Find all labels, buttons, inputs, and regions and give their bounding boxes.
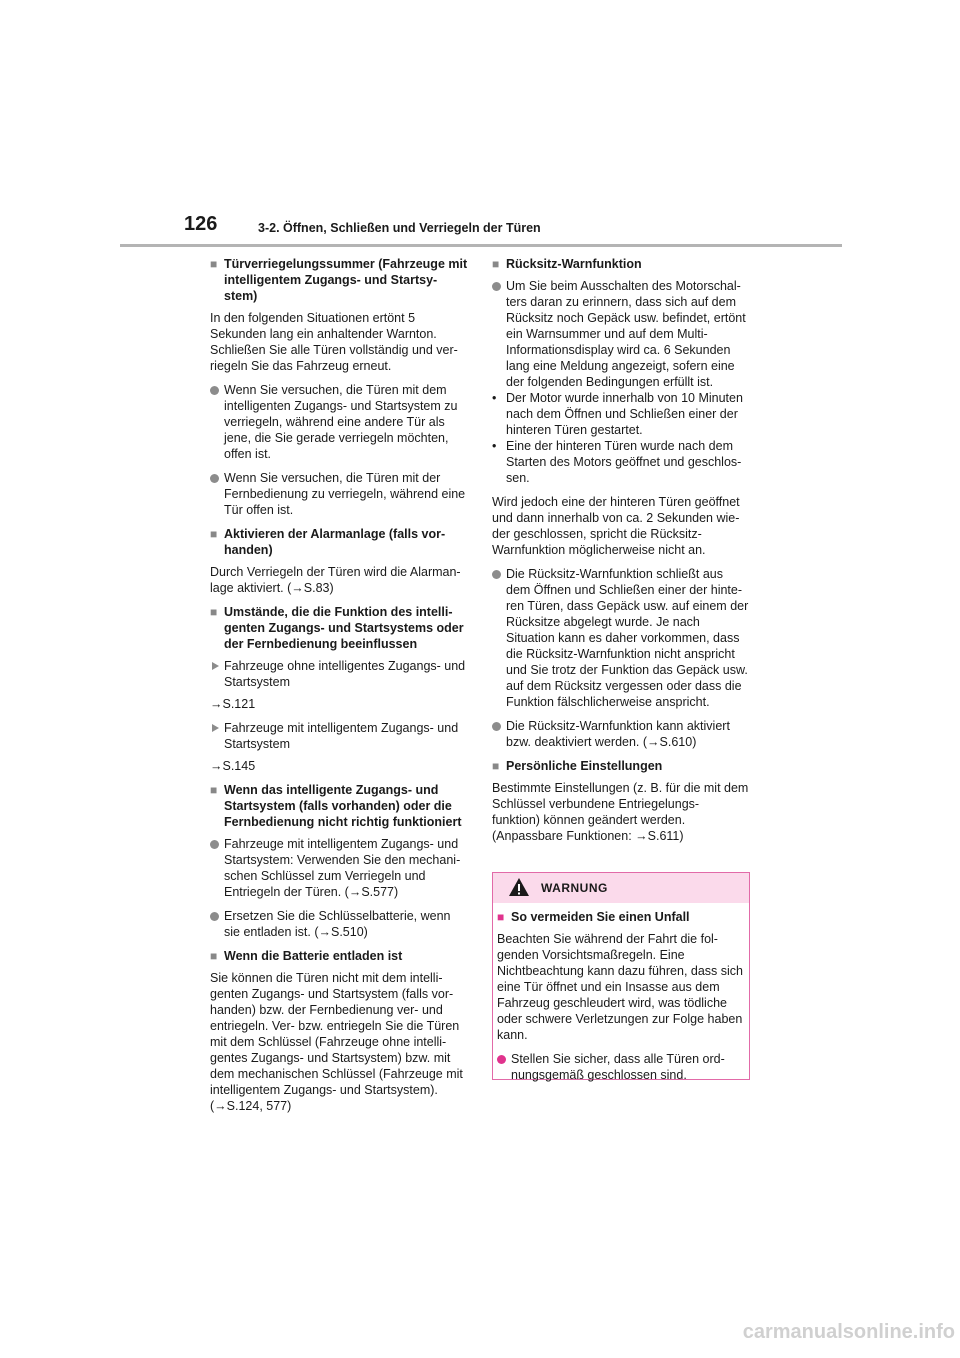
section-heading: ■ Aktivieren der Alarmanlage (falls vor- handen) xyxy=(210,527,446,557)
paragraph: Beachten Sie während der Fahrt die fol- genden Vorsichtsmaßregeln. Eine Nichtbeachtung kann dazu führen, dass sich eine Tür öffnet und ein Insasse aus dem Fahrzeug geschleudert wird, was tödliche oder schwere Verletzungen zur Folge haben kann. xyxy=(497,932,743,1042)
section-heading: ■ Wenn das intelligente Zugangs- und Startsystem (falls vorhanden) oder die Fernbedienung nicht richtig funktioniert xyxy=(210,783,462,829)
bullet-item: Fahrzeuge mit intelligentem Zugangs- und Startsystem: Verwenden Sie den mechani- schen Schlüssel zum Verriegeln und Entriegeln der Türen. (→S.577) xyxy=(210,836,468,900)
warning-header xyxy=(493,873,749,903)
paragraph: Durch Verriegeln der Türen wird die Alarman- lage aktiviert. (→S.83) xyxy=(210,565,461,595)
warning-body xyxy=(493,903,749,1083)
section-heading: ■ Wenn die Batterie entladen ist xyxy=(210,949,403,963)
warning-triangle-icon xyxy=(508,877,530,897)
bullet-item: Die Rücksitz-Warnfunktion kann aktiviert bzw. deaktiviert werden. (→S.610) xyxy=(492,718,750,750)
circle-bullet-icon xyxy=(210,836,224,900)
bullet-item: Stellen Sie sicher, dass alle Türen ord- nungsgemäß geschlossen sind. xyxy=(497,1051,745,1083)
section-heading: ■ So vermeiden Sie einen Unfall xyxy=(497,910,690,924)
right-column xyxy=(492,256,750,852)
paragraph: In den folgenden Situationen ertönt 5 Sekunden lang ein anhaltender Warnton. Schließen Sie alle Türen vollständig und ver- riegeln Sie das Fahrzeug erneut. xyxy=(210,311,458,373)
section-heading: ■ Türverriegelungssummer (Fahrzeuge mit intelligentem Zugangs- und Startsy- stem) xyxy=(210,257,468,303)
square-bullet-icon: ■ xyxy=(210,783,218,797)
page-reference: →S.145 xyxy=(210,759,256,773)
page-header xyxy=(0,210,960,250)
bullet-item: Um Sie beim Ausschalten des Motorschal- ters daran zu erinnern, dass sich auf dem Rücksitz noch Gepäck usw. befindet, ertönt ein Warnsummer und auf dem Multi- Informationsdisplay wird ca. 6 Sekunden lang eine Meldung angezeigt, sofern eine der folgenden Bedingungen erfüllt ist. xyxy=(492,278,750,390)
warning-title: WARNUNG xyxy=(541,881,608,895)
dot-bullet-icon: • xyxy=(492,439,497,453)
square-bullet-icon: ■ xyxy=(210,257,218,271)
bullet-item: Wenn Sie versuchen, die Türen mit der Fernbedienung zu verriegeln, während eine Tür offen ist. xyxy=(210,470,468,518)
paragraph: Bestimmte Einstellungen (z. B. für die mit dem Schlüssel verbundene Entriegelungs- funktion) können geändert werden. (Anpassbare Funktionen: →S.611) xyxy=(492,781,749,843)
bullet-item: Die Rücksitz-Warnfunktion schließt aus dem Öffnen und Schließen einer der hinte- ren Türen, dass Gepäck usw. auf einem der Rücksitze abgelegt wurde. Je nach Situation kann es daher vorkommen, dass die Rücksitz-Warnfunktion nicht anspricht und Sie trotz der Funktion das Gepäck usw. auf dem Rücksitz vergessen oder dass die Funktion fälschlicherweise anspricht. xyxy=(492,566,750,710)
bullet-item: Wenn Sie versuchen, die Türen mit dem intelligenten Zugangs- und Startsystem zu verriegeln, während eine andere Tür als jene, die Sie gerade verriegeln möchten, offen ist. xyxy=(210,382,468,462)
circle-bullet-icon xyxy=(210,470,224,518)
triangle-item: Fahrzeuge ohne intelligentes Zugangs- und Startsystem xyxy=(210,658,468,690)
dash-list xyxy=(492,390,750,486)
header-divider xyxy=(120,244,842,247)
dot-bullet-icon: • xyxy=(492,391,497,405)
dash-item: • Der Motor wurde innerhalb von 10 Minuten nach dem Öffnen und Schließen einer der hinteren Türen gestartet. xyxy=(492,391,743,437)
left-column xyxy=(210,256,468,1122)
paragraph: Wird jedoch eine der hinteren Türen geöffnet und dann innerhalb von ca. 2 Sekunden wie- der geschlossen, spricht die Rücksitz- Warnfunktion möglicherweise nicht an. xyxy=(492,495,740,557)
triangle-item: Fahrzeuge mit intelligentem Zugangs- und Startsystem xyxy=(210,720,468,752)
circle-bullet-icon xyxy=(210,382,224,462)
chapter-title: 3-2. Öffnen, Schließen und Verriegeln der Türen xyxy=(258,221,541,235)
circle-bullet-icon xyxy=(497,1051,511,1083)
paragraph: Sie können die Türen nicht mit dem intelli- genten Zugangs- und Startsystem (falls vor- handen) bzw. der Fernbedienung ver- und entriegeln. Ver- bzw. entriegeln Sie die Türen mit dem Schlüssel (Fahrzeuge ohne intelli- gentes Zugangs- und Startsystem) bzw. mit dem mechanischen Schlüssel (Fahrzeuge mit intelligentem Zugangs- und Startsystem). (→S.124, 577) xyxy=(210,971,463,1113)
watermark: carmanualsonline.info xyxy=(742,1321,955,1343)
section-heading: ■ Rücksitz-Warnfunktion xyxy=(492,257,642,271)
triangle-bullet-icon xyxy=(210,658,224,690)
square-bullet-icon: ■ xyxy=(492,759,500,773)
square-bullet-icon: ■ xyxy=(492,257,500,271)
square-bullet-icon: ■ xyxy=(210,605,218,619)
section-heading: ■ Persönliche Einstellungen xyxy=(492,759,663,773)
page-reference: →S.121 xyxy=(210,697,256,711)
bullet-item: Ersetzen Sie die Schlüsselbatterie, wenn sie entladen ist. (→S.510) xyxy=(210,908,468,940)
square-bullet-icon: ■ xyxy=(210,949,218,963)
square-bullet-icon: ■ xyxy=(210,527,218,541)
page-number: 126 xyxy=(184,213,218,235)
circle-bullet-icon xyxy=(492,718,506,750)
section-heading: ■ Umstände, die die Funktion des intelli- genten Zugangs- und Startsystems oder der Fernbedienung beeinflussen xyxy=(210,605,464,651)
warning-box xyxy=(492,872,750,1080)
circle-bullet-icon xyxy=(492,566,506,710)
dash-item: • Eine der hinteren Türen wurde nach dem Starten des Motors geöffnet und geschlos- sen. xyxy=(492,439,742,485)
circle-bullet-icon xyxy=(210,908,224,940)
square-bullet-icon: ■ xyxy=(497,910,505,924)
circle-bullet-icon xyxy=(492,278,506,390)
triangle-bullet-icon xyxy=(210,720,224,752)
